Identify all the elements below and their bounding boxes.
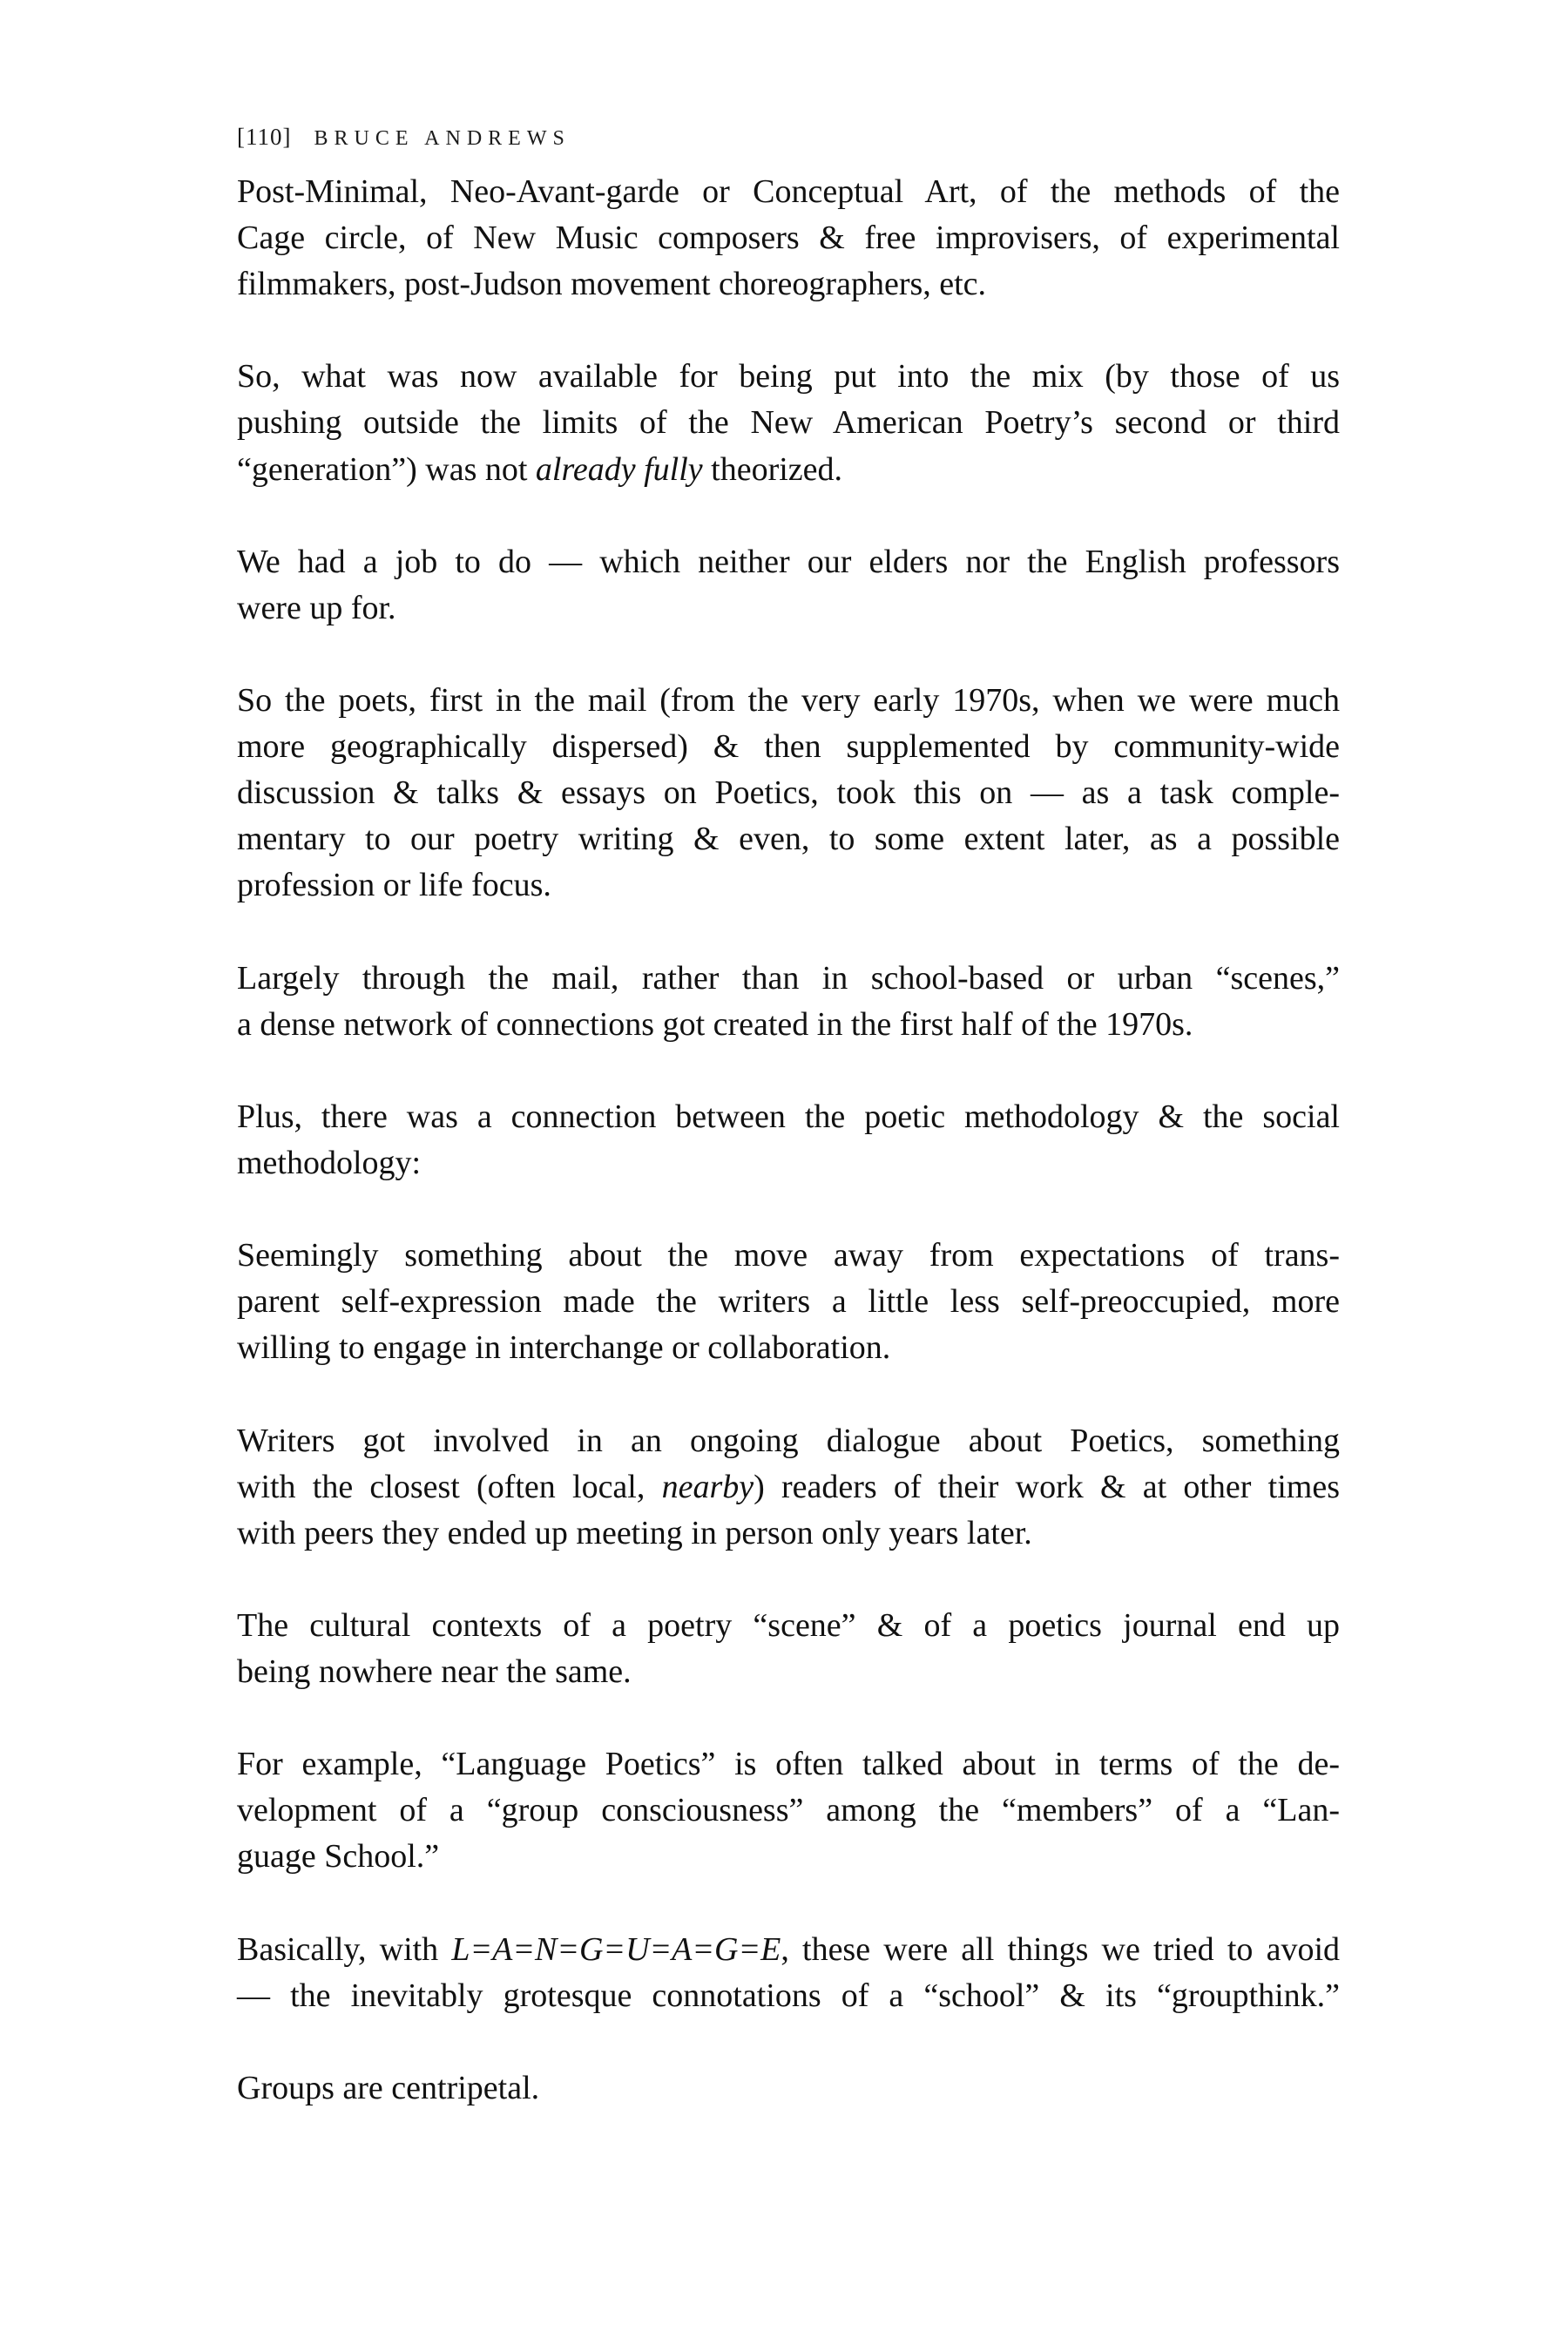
text-segment: So, what was now available for being put into the mix (by those of us [237,358,1340,395]
paragraph [237,1927,1340,2019]
text-segment: — the inevitably grotesque connotations of a “school” & its “groupthink.” [237,1977,1340,2014]
text-segment: a dense network of connections got created in the first half of the 1970s. [237,1005,1193,1043]
text-line [237,400,1340,446]
paragraph [237,1233,1340,1371]
text-segment: We had a job to do — which neither our elders nor the English professors [237,543,1340,580]
text-segment: Writers got involved in an ongoing dialogue about Poetics, something [237,1422,1340,1459]
text-segment: velopment of a “group consciousness” among the “members” of a “Lan- [237,1792,1340,1829]
text-line [237,770,1340,816]
paragraph [237,1741,1340,1880]
text-segment: more geographically dispersed) & then supplemented by community-wide [237,728,1340,766]
text-line [237,215,1340,261]
text-line [237,354,1340,400]
text-segment: pushing outside the limits of the New American Poetry’s second or third [237,404,1340,442]
text-line [237,1788,1340,1834]
text-line [237,1741,1340,1788]
text-segment: with the closest (often local, [237,1468,662,1505]
text-segment: ) readers of their work & at other times [754,1468,1340,1505]
text-segment: were up for. [237,589,396,626]
paragraph [237,354,1340,492]
text-segment: methodology: [237,1144,422,1181]
text-segment: theorized. [702,450,843,488]
text-segment: discussion & talks & essays on Poetics, took this on — as a task comple- [237,774,1340,812]
text-line [237,724,1340,770]
text-line [237,1464,1340,1511]
text-segment: filmmakers, post-Judson movement choreographers, etc. [237,266,987,303]
text-line [237,261,1340,308]
text-line [237,1094,1340,1140]
text-segment: “generation”) was not [237,450,536,488]
text-segment: Largely through the mail, rather than in school-based or urban “scenes,” [237,959,1340,997]
text-segment: Groups are centripetal. [237,2069,540,2106]
paragraph [237,1094,1340,1186]
text-segment: Basically, with [237,1930,452,1968]
italic-text: L=A=N=G=U=A=G=E [451,1930,781,1968]
text-line [237,816,1340,862]
text-segment: mentary to our poetry writing & even, to some extent later, as a possible [237,821,1340,858]
paragraph [237,169,1340,308]
text-line [237,956,1340,1002]
italic-text: nearby [661,1468,754,1505]
text-line [237,1973,1340,2019]
text-line [237,1279,1340,1325]
text-segment: profession or life focus. [237,867,551,904]
text-segment: Plus, there was a connection between the poetic methodology & the social [237,1098,1340,1135]
text-segment: So the poets, first in the mail (from the very early 1970s, when we were much [237,682,1340,720]
text-segment: For example, “Language Poetics” is often talked about in terms of the de- [237,1746,1340,1783]
paragraph [237,1418,1340,1557]
text-line [237,1649,1340,1695]
running-head [237,122,571,153]
text-segment: , these were all things we tried to avoid [781,1930,1341,1968]
text-line [237,1418,1340,1464]
paragraph [237,678,1340,909]
paragraph [237,956,1340,1048]
text-line [237,1002,1340,1048]
text-line [237,169,1340,215]
text-line [237,1325,1340,1371]
text-line [237,1834,1340,1880]
paragraph [237,1603,1340,1695]
text-segment: Cage circle, of New Music composers & free improvisers, of experimental [237,220,1340,257]
text-segment: willing to engage in interchange or collaboration. [237,1329,891,1367]
body-text [237,169,1340,2158]
text-segment: parent self-expression made the writers a little less self-preoccupied, more [237,1283,1340,1321]
text-line [237,862,1340,909]
text-line [237,1511,1340,1557]
text-segment: being nowhere near the same. [237,1653,632,1690]
text-segment: guage School.” [237,1838,440,1876]
text-line [237,678,1340,724]
text-line [237,2065,1340,2112]
text-line [237,1603,1340,1649]
paragraph [237,539,1340,632]
text-segment: with peers they ended up meeting in person only years later. [237,1514,1032,1551]
text-segment: Seemingly something about the move away from expectations of trans- [237,1237,1340,1274]
text-segment: Post-Minimal, Neo-Avant-garde or Conceptual Art, of the methods of the [237,173,1340,210]
paragraph [237,2065,1340,2112]
text-line [237,447,1340,493]
text-line [237,585,1340,632]
text-line [237,1233,1340,1279]
text-line [237,1927,1340,1973]
text-segment: The cultural contexts of a poetry “scene” & of a poetics journal end up [237,1606,1340,1644]
text-line [237,539,1340,585]
running-head-author: BRUCE ANDREWS [314,127,571,150]
italic-text: already fully [535,450,703,488]
page-number: [110] [237,124,292,150]
text-line [237,1140,1340,1186]
